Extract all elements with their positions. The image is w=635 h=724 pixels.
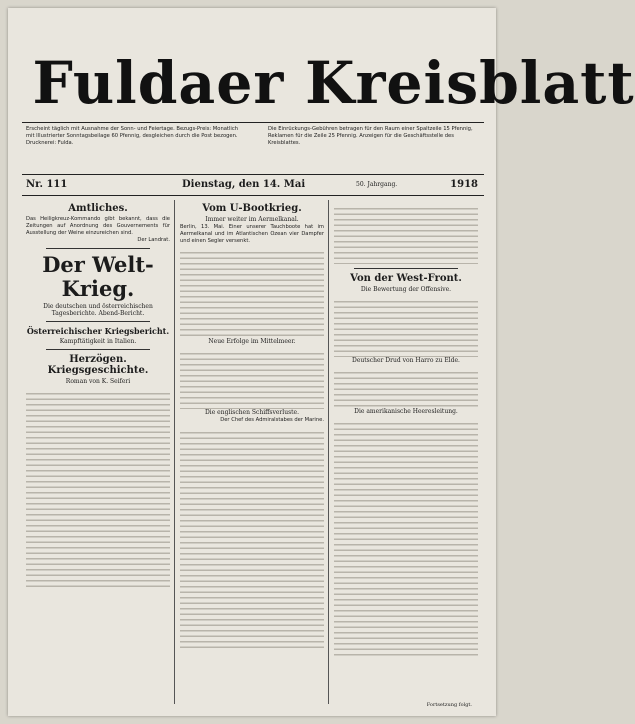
subheadline: Roman von K. Seiferi (65, 378, 131, 386)
body-text-lines (334, 297, 478, 357)
info-box-right: Die Einrückungs-Gebühren betragen für den Raum einer Spaltzeile 15 Pfennig, Reklamen für die Zeile 25 Pfennig. Anzeigen für die Geschäftsstelle des Kreisblattes. (268, 126, 473, 146)
body-text-lines (334, 368, 478, 408)
issue-date: Dienstag, den 14. Mai (182, 179, 306, 190)
issue-year: 1918 (450, 179, 478, 190)
divider (354, 268, 458, 269)
section-heading-westfront: Von der West-Front. (350, 273, 462, 284)
subheadline: Deutscher Drud von Harro zu Elde. (352, 357, 460, 364)
body-text-lines (26, 389, 170, 589)
column-left (26, 200, 170, 704)
article-signature: Der Landrat. (137, 237, 170, 244)
headline-weltkrieg: Der Welt-Krieg. (42, 252, 154, 302)
body-text-lines (180, 428, 324, 648)
divider (22, 174, 484, 175)
newspaper-page (8, 8, 635, 716)
section-heading-feuilleton: Herzögen. Kriegsgeschichte. (47, 354, 149, 377)
subheadline: Die amerikanische Heeresleitung. (354, 408, 458, 415)
subheadline: Immer weiter im Aermelkanal. (205, 216, 299, 223)
masthead-title: Fuldaer Kreisblatt (32, 49, 635, 117)
article-signature: Der Chef des Admiralstabes der Marine. (220, 417, 324, 424)
continuation-note: Fortsetzung folgt. (426, 702, 472, 708)
dateline (22, 176, 484, 194)
body-text-lines (334, 204, 478, 264)
subheadline: Kampftätigkeit in Italien. (59, 338, 137, 346)
divider (22, 195, 484, 196)
column-right (334, 200, 478, 704)
subheadline: Die englischen Schiffsverluste. (204, 409, 300, 417)
volume-label: 50. Jahrgang. (356, 181, 398, 188)
body-text-lines (180, 248, 324, 338)
subheadline: Die Bewertung der Offensive. (360, 286, 452, 293)
section-heading-oesterreich: Österreichischer Kriegsbericht. (26, 326, 170, 337)
subheadline: Neue Erfolge im Mittelmeer. (208, 338, 296, 346)
divider (46, 248, 150, 249)
section-heading-amtliches: Amtliches. (68, 203, 128, 214)
column-middle (180, 200, 324, 704)
subheadline: Die deutschen und österreichischen Tagesberichte. Abend-Bericht. (43, 303, 153, 318)
issue-number: Nr. 111 (26, 179, 68, 190)
info-box-left: Erscheint täglich mit Ausnahme der Sonn- und Feiertage. Bezugs-Preis: Monatlich mit Illustrierter Sonntagsbeilage 60 Pfennig, desgleichen durch die Post bezogen. Drucknerei: Fulda. (26, 126, 238, 146)
body-text-lines (180, 349, 324, 409)
article-text: Berlin, 13. Mai. Einer unserer Tauchboote hat im Aermelkanal und im Atlantischen Ozean vier Dampfer und einen Segler versenkt. (180, 224, 324, 244)
column-separator (328, 200, 329, 704)
divider (46, 321, 150, 322)
divider (46, 349, 150, 350)
section-heading-ubootkrieg: Vom U-Bootkrieg. (202, 203, 302, 214)
body-text-lines (334, 419, 478, 659)
divider (22, 122, 484, 123)
article-text: Das Heiligkreuz-Kommando gibt bekannt, dass die Zeitungen auf Anordnung des Gouvernements für Ausstellung der Weine einzureichen sind. (26, 216, 170, 236)
column-separator (174, 200, 175, 704)
